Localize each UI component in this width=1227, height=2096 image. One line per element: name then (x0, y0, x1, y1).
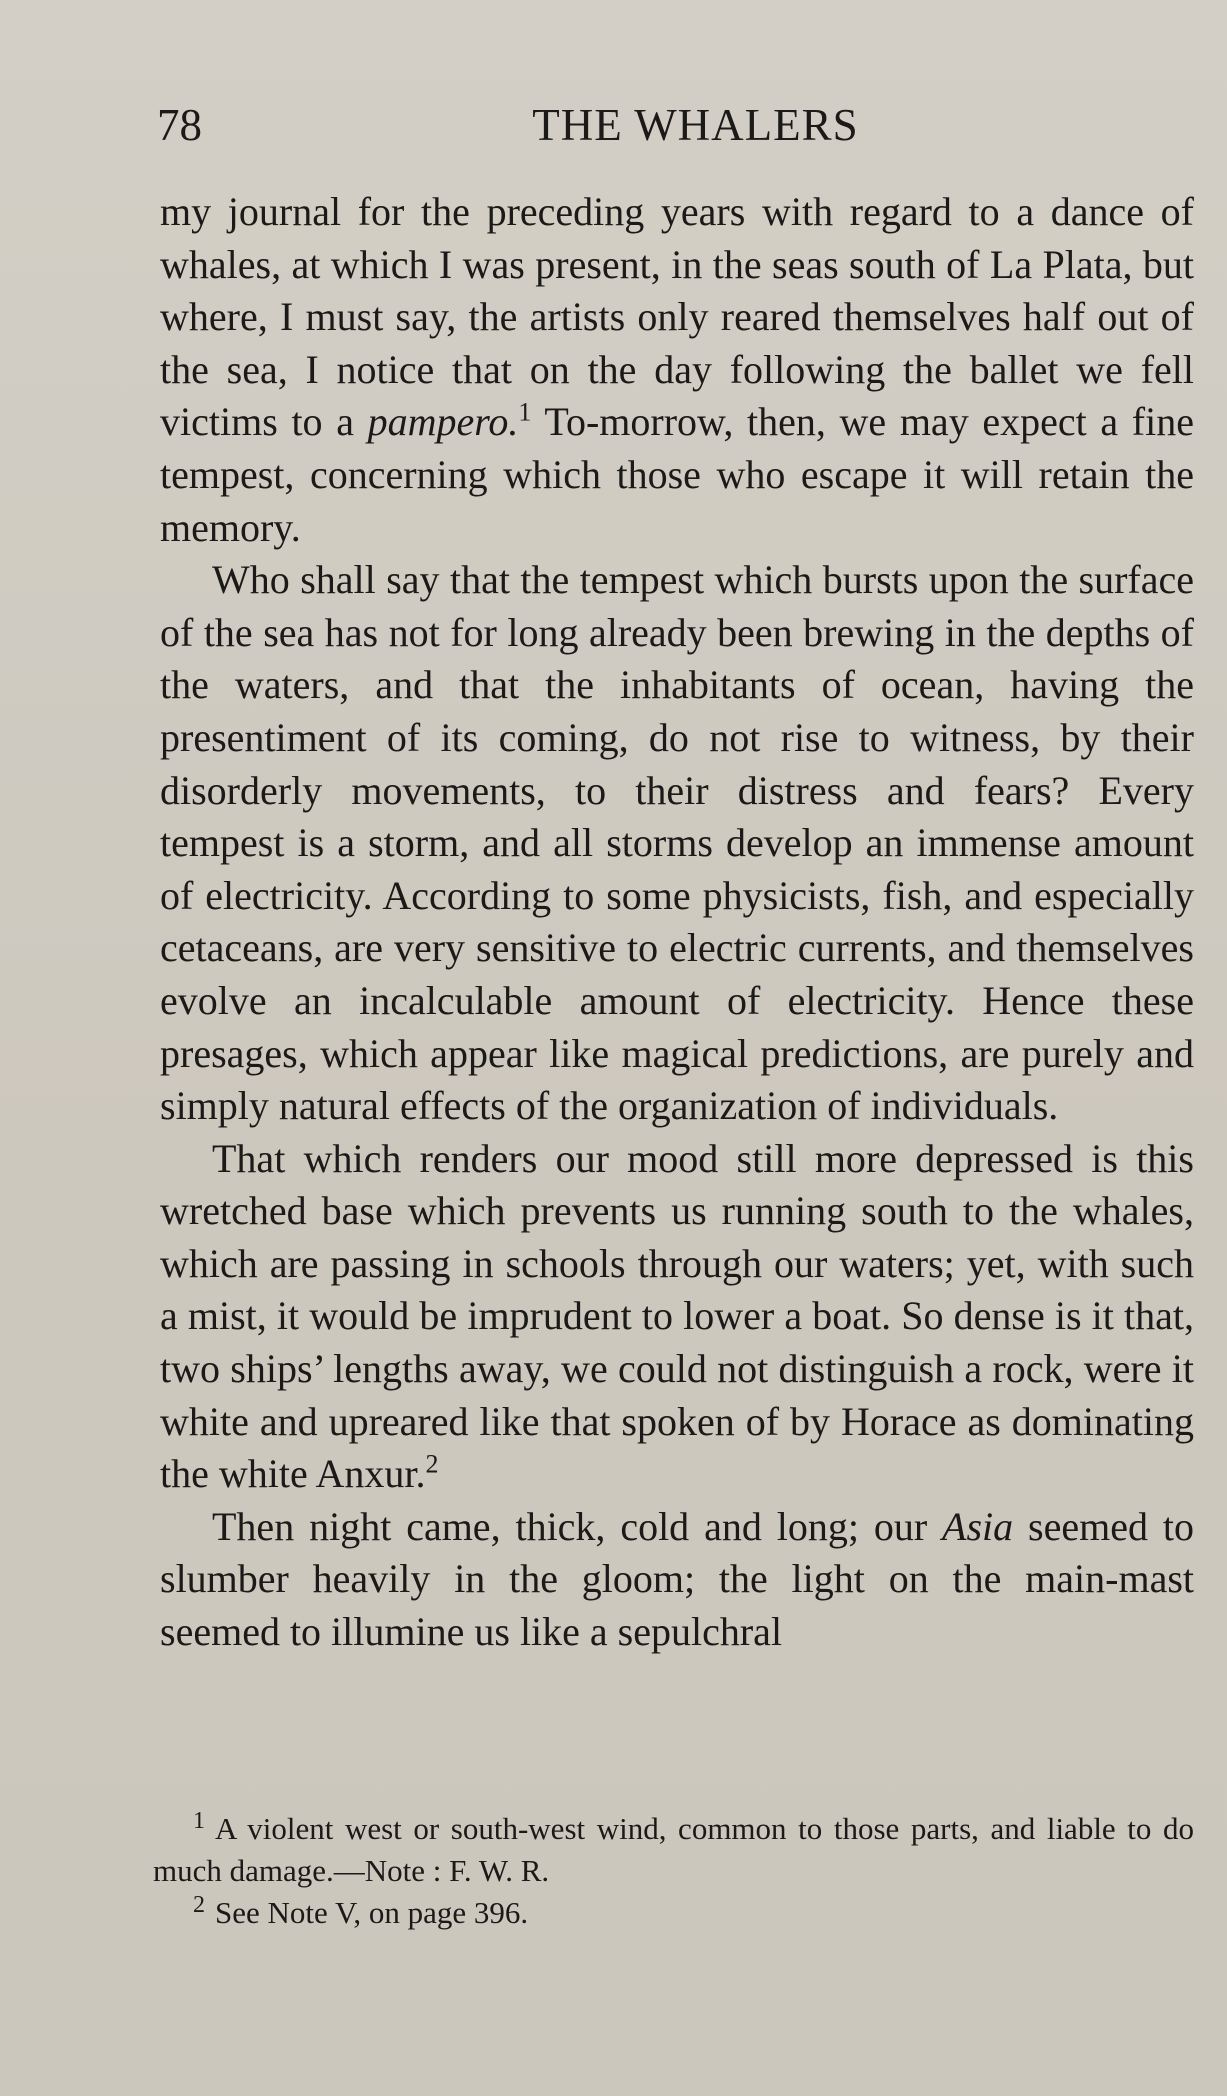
footnote-ref-1: 1 (518, 398, 532, 428)
ship-name-asia: Asia (942, 1503, 1014, 1549)
paragraph-4 (160, 1501, 1194, 1659)
paragraph-1-text-end: To-morrow, then, we may expect a fine tempest, concerning which those who escape it will retain the memory. (160, 399, 1194, 550)
paragraph-3-text: That which renders our mood still more depressed is this wretched base which prevents us running south to the whales, which are passing in schools through our waters; yet, with such a mist, it would be imprudent to lower a boat. So dense is it that, two ships’ lengths away, we could not distinguish a rock, were it white and upreared like that spoken of by Horace as dominating the white Anxur. (160, 1135, 1194, 1497)
footnote-ref-2: 2 (425, 1449, 439, 1479)
footnotes (153, 1808, 1194, 1934)
paragraph-2: Who shall say that the tempest which bursts upon the surface of the sea has not for long already been brewing in the depths of the waters, and that the inhabitants of ocean, having the presentiment of its coming, do not rise to witness, by their disorderly movements, to their distress and fears? Every tempest is a storm, and all storms develop an immense amount of electricity. According to some physicists, fish, and especially cetaceans, are very sensitive to electric currents, and themselves evolve an incalculable amount of electricity. Hence these presages, which appear like magical predictions, are purely and simply natural effects of the organization of individuals. (160, 557, 1194, 1129)
running-head (157, 95, 1194, 155)
paragraph-4-text: Then night came, thick, cold and long; our (212, 1503, 943, 1549)
paragraph-3 (160, 1133, 1194, 1501)
footnote-2-text: See Note V, on page 396. (215, 1895, 529, 1930)
paragraph-1-text: my journal for the preceding years with regard to a dance of whales, at which I was present, in the seas south of La Plata, but where, I must say, the artists only reared themselves half out of the sea, I notice that on the day following the ballet we fell victims to a (160, 189, 1194, 445)
footnote-1 (153, 1808, 1194, 1892)
footnote-2 (153, 1892, 1194, 1934)
paragraph-1 (160, 186, 1194, 554)
pampero-word: pampero. (367, 399, 519, 445)
book-title: THE WHALERS (532, 100, 859, 150)
body-text (160, 186, 1194, 1659)
page-number: 78 (157, 100, 202, 150)
footnote-1-mark: 1 (193, 1807, 205, 1834)
footnote-2-mark: 2 (193, 1891, 205, 1918)
paragraph-4-text-end: seemed to slumber heavily in the gloom; the light on the main-mast seemed to illumine us like a sepulchral (160, 1503, 1195, 1655)
footnote-1-text: A violent west or south-west wind, common to those parts, and liable to do much damage.—Note : F. W. R. (153, 1811, 1194, 1888)
